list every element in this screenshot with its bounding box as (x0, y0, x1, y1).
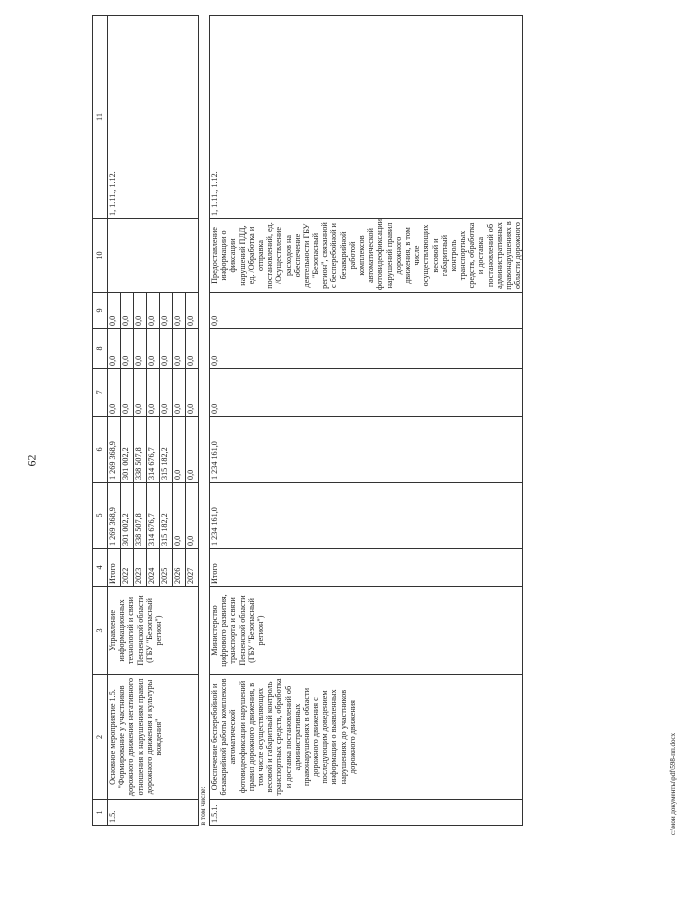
header-cell: 2 (93, 675, 108, 800)
header-cell: 8 (93, 329, 108, 369)
budget-table (92, 15, 523, 826)
result-indicator: Предоставление информации о фиксации нарушений ПДД, ед. /Обработка и отправка постановлений, ед. /Осуществление расходов на обеспечение деятельности ГБУ "Безопасный регион", связанной с бесперебойной и безаварийной работой комплексов автоматической фотовидеофиксации нарушений правил дорожного движения, в том числе осуществляющих весовой и габаритный контроль транспортных средств, обработка и доставка постановлений об административных правонарушениях в области дорожного (210, 219, 523, 293)
header-cell: 5 (93, 483, 108, 549)
header-cell: 11 (93, 16, 108, 219)
rotated-table-container (92, 16, 610, 826)
year-cell: Итого (210, 549, 523, 587)
value-cell: 0,0 (186, 329, 199, 369)
header-cell: 3 (93, 587, 108, 675)
table-row (210, 16, 523, 826)
value-cell: 1 234 161,0 (210, 417, 523, 483)
year-cell: Итого (108, 549, 121, 587)
value-cell: 0,0 (173, 293, 186, 329)
value-cell: 0,0 (147, 369, 160, 417)
value-cell: 0,0 (134, 329, 147, 369)
value-cell: 0,0 (160, 369, 173, 417)
header-cell: 10 (93, 219, 108, 293)
header-cell: 4 (93, 549, 108, 587)
value-cell: 0,0 (210, 293, 523, 329)
value-cell: 0,0 (186, 417, 199, 483)
value-cell: 0,0 (108, 329, 121, 369)
header-cell: 9 (93, 293, 108, 329)
value-cell: 338 507,8 (134, 417, 147, 483)
executor: Министерство цифрового развития, транспорта и связи Пензенской области (ГБУ "Безопасный регион") (210, 587, 523, 675)
event-name: Обеспечение бесперебойной и безаварийной работы комплексов автоматической фотовидеофиксации нарушений правил дорожного движения, в том числе осуществляющих весовой и габаритный контроль транспортных средств, обработка и доставка постановлений об административных правонарушениях в области дорожного движения с последующим доведением информации о выявленных нарушениях до участников дорожного движения (210, 675, 523, 800)
value-cell: 1 269 368,9 (108, 417, 121, 483)
row-number: 1.5. (108, 800, 199, 826)
year-cell: 2026 (173, 549, 186, 587)
value-cell: 0,0 (147, 329, 160, 369)
value-cell: 0,0 (186, 369, 199, 417)
event-name: Основное мероприятие 1.5. "Формирование у участников дорожного движения негативного отношения к нарушениям правил дорожного движения и культуры вождения" (108, 675, 199, 800)
value-cell: 0,0 (160, 293, 173, 329)
value-cell: 0,0 (121, 293, 134, 329)
value-cell: 0,0 (121, 369, 134, 417)
year-cell: 2022 (121, 549, 134, 587)
value-cell: 0,0 (210, 369, 523, 417)
value-cell: 0,0 (173, 483, 186, 549)
section-label: в том числе: (199, 16, 210, 826)
value-cell: 0,0 (173, 329, 186, 369)
year-cell: 2024 (147, 549, 160, 587)
value-cell: 301 002,2 (121, 417, 134, 483)
row-number: 1.5.1. (210, 800, 523, 826)
footer-file-path: c:\мои документы\pdf\598-пп.docx (669, 732, 677, 836)
year-cell: 2027 (186, 549, 199, 587)
value-cell: 314 676,7 (147, 417, 160, 483)
value-cell: 314 676,7 (147, 483, 160, 549)
value-cell: 338 507,8 (134, 483, 147, 549)
result-indicator (108, 219, 199, 293)
value-cell: 0,0 (186, 293, 199, 329)
header-cell: 1 (93, 800, 108, 826)
header-row (93, 16, 108, 826)
value-cell: 1 234 161,0 (210, 483, 523, 549)
value-cell: 0,0 (160, 329, 173, 369)
value-cell: 1 269 368,9 (108, 483, 121, 549)
header-cell: 7 (93, 369, 108, 417)
executor: Управление информационных технологий и связи Пензенской области (ГБУ "Безопасный регион") (108, 587, 199, 675)
value-cell: 0,0 (134, 293, 147, 329)
value-cell: 0,0 (210, 329, 523, 369)
value-cell: 0,0 (186, 483, 199, 549)
year-cell: 2023 (134, 549, 147, 587)
value-cell: 0,0 (108, 369, 121, 417)
header-cell: 6 (93, 417, 108, 483)
value-cell: 315 182,2 (160, 483, 173, 549)
value-cell: 301 002,2 (121, 483, 134, 549)
value-cell: 0,0 (173, 417, 186, 483)
value-cell: 0,0 (147, 293, 160, 329)
table-row (108, 16, 121, 826)
section-label-row (199, 16, 210, 826)
value-cell: 0,0 (173, 369, 186, 417)
year-cell: 2025 (160, 549, 173, 587)
value-cell: 0,0 (121, 329, 134, 369)
target-indicator: 1, 1.11., 1.12. (108, 16, 199, 219)
value-cell: 0,0 (108, 293, 121, 329)
page-number: 62 (24, 454, 39, 467)
value-cell: 0,0 (134, 369, 147, 417)
target-indicator: 1, 1.11., 1.12. (210, 16, 523, 219)
value-cell: 315 182,2 (160, 417, 173, 483)
